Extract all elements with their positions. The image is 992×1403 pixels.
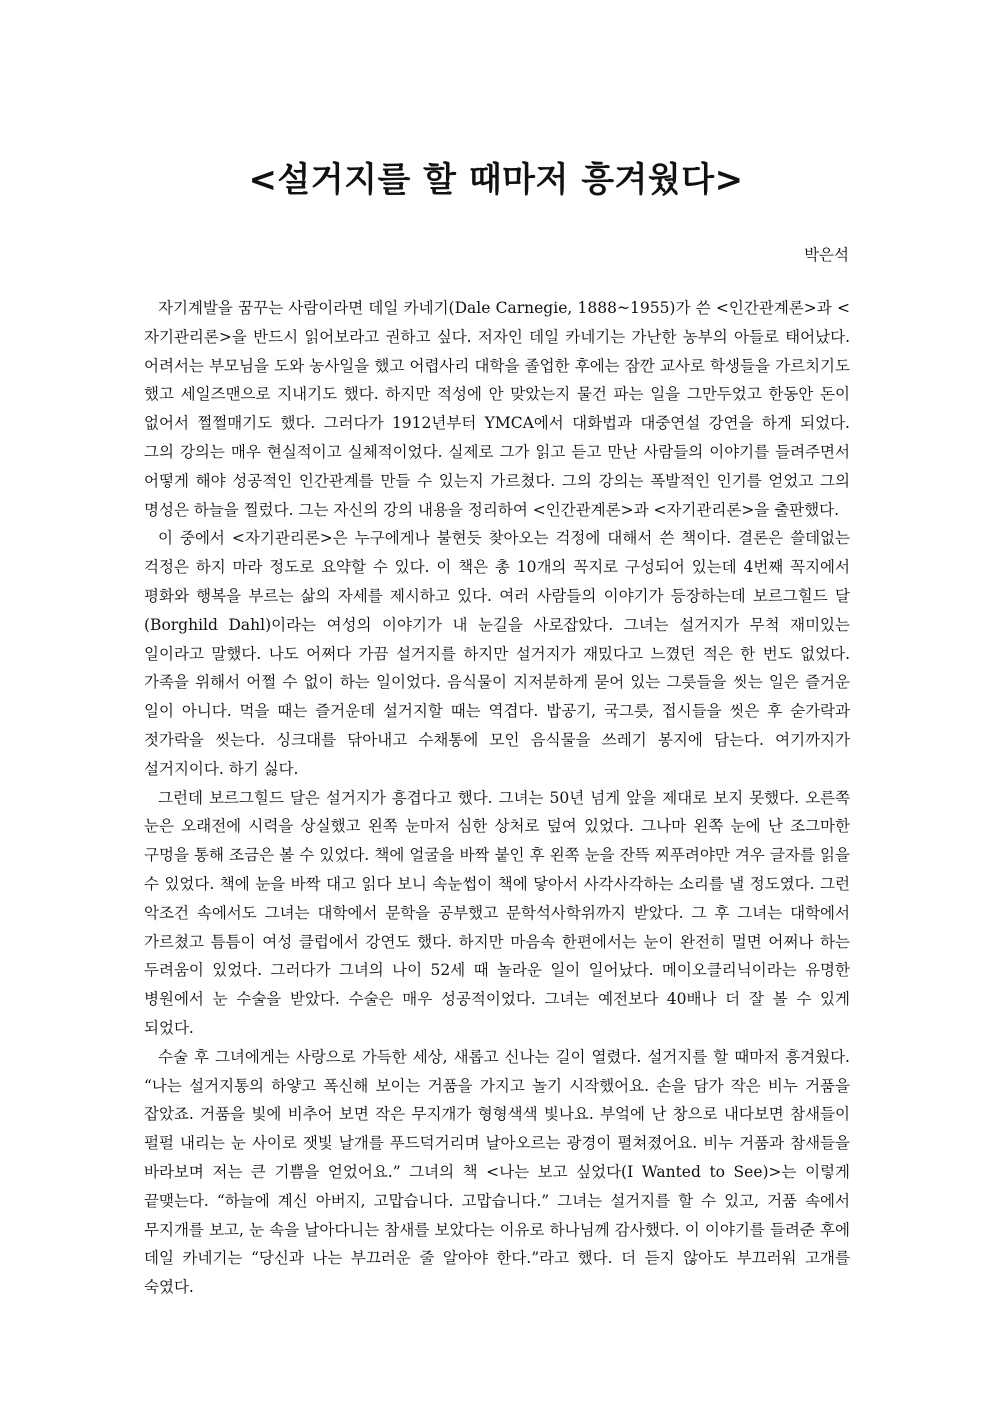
- paragraph-1: 자기계발을 꿈꾸는 사람이라면 데일 카네기(Dale Carnegie, 1888~1955)가 쓴 <인간관계론>과 <자기관리론>을 반드시 읽어보라고 권하고 싶다. 저자인 데일 카네기는 가난한 농부의 아들로 태어났다. 어려서는 부모님을 도와 농사일을 했고 어렵사리 대학을 졸업한 후에는 잠깐 교사로 학생들을 가르치기도 했고 세일즈맨으로 지내기도 했다. 하지만 적성에 안 맞았는지 물건 파는 일을 그만두었고 한동안 돈이 없어서 쩔쩔매기도 했다. 그러다가 1912년부터 YMCA에서 대화법과 대중연설 강연을 하게 되었다. 그의 강의는 매우 현실적이고 실체적이었다. 실제로 그가 읽고 듣고 만난 사람들의 이야기를 들려주면서 어떻게 해야 성공적인 인간관계를 만들 수 있는지 가르쳤다. 그의 강의는 폭발적인 인기를 얻었고 그의 명성은 하늘을 찔렀다. 그는 자신의 강의 내용을 정리하여 <인간관계론>과 <자기관리론>을 출판했다.: [144, 299, 850, 519]
- paragraph-2: 이 중에서 <자기관리론>은 누구에게나 불현듯 찾아오는 걱정에 대해서 쓴 책이다. 결론은 쓸데없는 걱정은 하지 마라 정도로 요약할 수 있다. 이 책은 총 10개의 꼭지로 구성되어 있는데 4번째 꼭지에서 평화와 행복을 부르는 삶의 자세를 제시하고 있다. 여러 사람들의 이야기가 등장하는데 보르그힐드 달(Borghild Dahl)이라는 여성의 이야기가 내 눈길을 사로잡았다. 그녀는 설거지가 무척 재미있는 일이라고 말했다. 나도 어쩌다 가끔 설거지를 하지만 설거지가 재밌다고 느꼈던 적은 한 번도 없었다. 가족을 위해서 어쩔 수 없이 하는 일이었다. 음식물이 지저분하게 묻어 있는 그릇들을 씻는 일은 즐거운 일이 아니다. 먹을 때는 즐거운데 설거지할 때는 역겹다. 밥공기, 국그릇, 접시들을 씻은 후 숟가락과 젓가락을 씻는다. 싱크대를 닦아내고 수채통에 모인 음식물을 쓰레기 봉지에 담는다. 여기까지가 설거지이다. 하기 싫다.: [144, 529, 850, 778]
- paragraph-3: 그런데 보르그힐드 달은 설거지가 흥겹다고 했다. 그녀는 50년 넘게 앞을 제대로 보지 못했다. 오른쪽 눈은 오래전에 시력을 상실했고 왼쪽 눈마저 심한 상처로 덮여 있었다. 그나마 왼쪽 눈에 난 조그마한 구멍을 통해 조금은 볼 수 있었다. 책에 얼굴을 바짝 붙인 후 왼쪽 눈을 잔뜩 찌푸려야만 겨우 글자를 읽을 수 있었다. 책에 눈을 바짝 대고 읽다 보니 속눈썹이 책에 닿아서 사각사각하는 소리를 낼 정도였다. 그런 악조건 속에서도 그녀는 대학에서 문학을 공부했고 문학석사학위까지 받았다. 그 후 그녀는 대학에서 가르쳤고 틈틈이 여성 클럽에서 강연도 했다. 하지만 마음속 한편에서는 눈이 완전히 멀면 어쩌나 하는 두려움이 있었다. 그러다가 그녀의 나이 52세 때 놀라운 일이 일어났다. 메이오클리닉이라는 유명한 병원에서 눈 수술을 받았다. 수술은 매우 성공적이었다. 그녀는 예전보다 40배나 더 잘 볼 수 있게 되었다.: [144, 788, 850, 1037]
- document-body: [144, 294, 850, 1302]
- paragraph-4: 수술 후 그녀에게는 사랑으로 가득한 세상, 새롭고 신나는 길이 열렸다. 설거지를 할 때마저 흥겨웠다. “나는 설거지통의 하얗고 폭신해 보이는 거품을 가지고 놀기 시작했어요. 손을 담가 작은 비누 거품을 잡았죠. 거품을 빛에 비추어 보면 작은 무지개가 형형색색 빛나요. 부엌에 난 창으로 내다보면 참새들이 펄펄 내리는 눈 사이로 잿빛 날개를 푸드덕거리며 날아오르는 광경이 펼쳐졌어요. 비누 거품과 참새들을 바라보며 저는 큰 기쁨을 얻었어요.” 그녀의 책 <나는 보고 싶었다(I Wanted to See)>는 이렇게 끝맺는다. “하늘에 계신 아버지, 고맙습니다. 고맙습니다.” 그녀는 설거지를 할 수 있고, 거품 속에서 무지개를 보고, 눈 속을 날아다니는 참새를 보았다는 이유로 하나님께 감사했다. 이 이야기를 들려준 후에 데일 카네기는 “당신과 나는 부끄러운 줄 알아야 한다.”라고 했다. 더 듣지 않아도 부끄러워 고개를 숙였다.: [144, 1047, 850, 1297]
- author-name: 박은석: [804, 246, 849, 264]
- document-title: <설거지를 할 때마저 흥겨웠다>: [248, 160, 744, 200]
